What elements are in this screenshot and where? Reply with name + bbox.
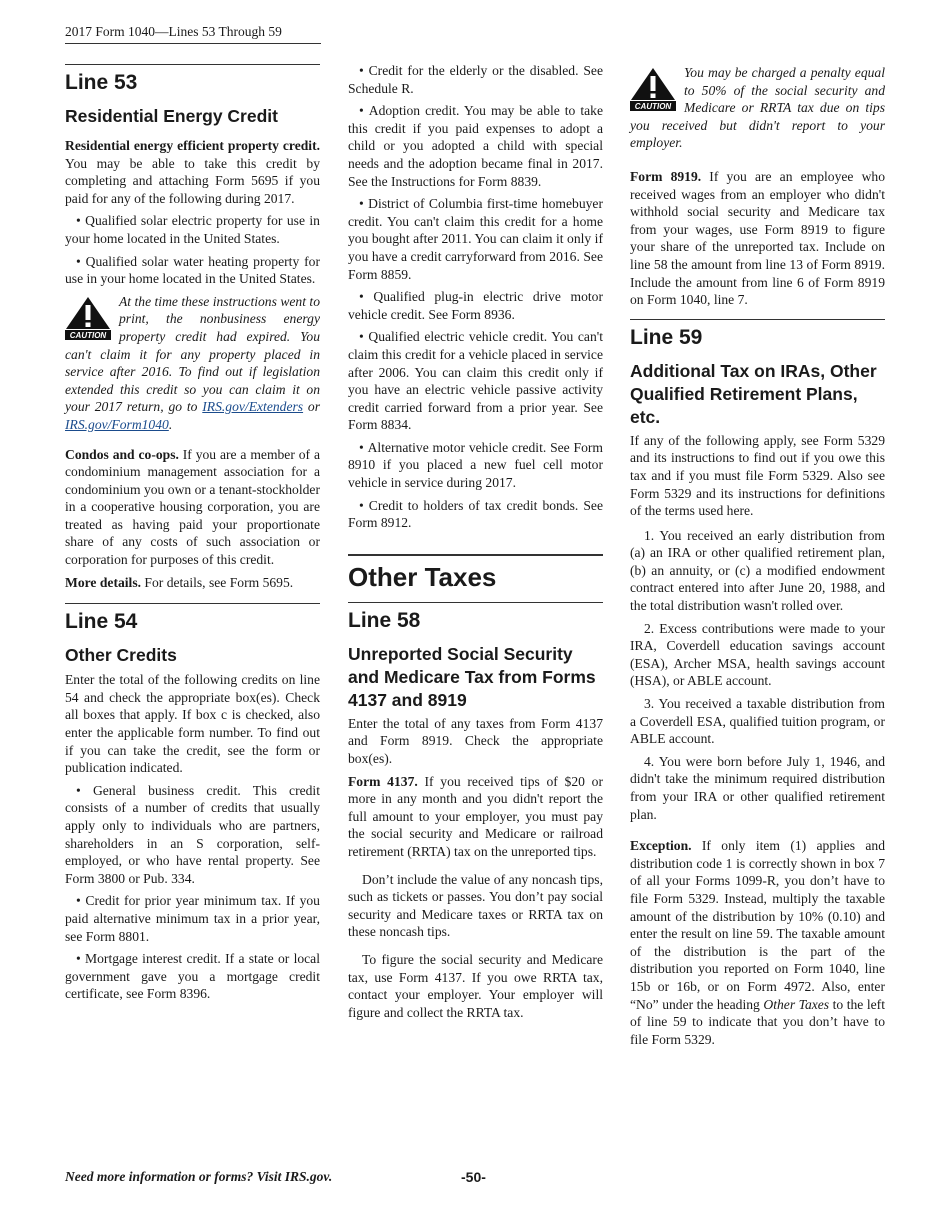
- line54-bullet: • General business credit. This credit consists of a number of credits that usually apply only to individuals who are partners, shareholders in an S corporation, self-employed, or who have rental property. See Form 3800 or Pub. 334.: [65, 782, 320, 888]
- noncash-paragraph: Don’t include the value of any noncash tips, such as tickets or passes. You don’t pay social security and Medicare taxes or RRTA tax on these noncash tips.: [348, 871, 603, 940]
- line53-bullet: • Qualified solar electric property for use in your home located in the United States.: [65, 212, 320, 247]
- page-number: -50-: [461, 1169, 486, 1185]
- more-details-paragraph: More details. For details, see Form 5695.: [65, 574, 294, 590]
- exception-paragraph: Exception. If only item (1) applies and distribution code 1 is correctly shown in box 7 of all your Forms 1099-R, you don’t have to file Form 5329. Instead, multiply the taxable amount of the distribution by 10% (0.10) and enter the result on line 59. The taxable amount of the distribution is the part of the distribution you reported on Form 1040, line 15b or 16b, or on Form 4972. Also, enter “No” under the heading Other Taxes to the left of line 59 to indicate that you don’t have to file Form 5329.: [630, 838, 885, 1047]
- line54-bullet: • Mortgage interest credit. If a state or local government gave you a mortgage credit certificate, see Form 8396.: [65, 950, 320, 1003]
- line53-intro: Residential energy efficient property credit. You may be able to take this credit by completing and attaching Form 5695 if you paid for any of the following during 2017.: [65, 138, 320, 206]
- line59-item: 4. You were born before July 1, 1946, and didn't take the minimum required distribution from your IRA or other qualified retirement plan.: [630, 753, 885, 822]
- column-2: [348, 62, 603, 1026]
- caution-icon: [65, 296, 111, 340]
- column-1: [65, 64, 320, 1008]
- irs-extenders-link[interactable]: IRS.gov/Extenders: [202, 399, 304, 415]
- page-header: 2017 Form 1040—Lines 53 Through 59: [65, 24, 321, 44]
- line54-intro: Enter the total of the following credits on line 54 and check the appropriate box(es). Check all boxes that apply. If box c is checked, also enter the applicable form number. To find out if you can take the credit, see the form or publication indicated.: [65, 672, 320, 776]
- line54-subheading: Other Credits: [65, 645, 177, 666]
- line54-bullet: • Credit for prior year minimum tax. If you paid alternative minimum tax in a prior year, see Form 8801.: [65, 892, 320, 945]
- condos-paragraph: Condos and co-ops. If you are a member of a condominium management association for a condominium you own or a tenant-stockholder in a cooperative housing corporation, you are treated as having paid your proportionate share of any costs of such association or corporation for purposes of this credit.: [65, 446, 320, 568]
- line58-intro: Enter the total of any taxes from Form 4137 and Form 8919. Check the appropriate box(es).: [348, 715, 603, 767]
- credit-bullet: • District of Columbia first-time homebuyer credit. You can't claim this credit for a home you bought after 2011. You can claim it only if you have a credit carryforward from 2016. See Form 8859.: [348, 195, 603, 283]
- line58-subheading: Unreported Social Security and Medicare Tax from Forms 4137 and 8919: [348, 643, 596, 710]
- credit-bullet: • Qualified electric vehicle credit. You can't claim this credit for a vehicle placed in service after 2006. You can claim this credit only if you have an electric vehicle passive activity credit carried forward from a prior year. See Form 8834.: [348, 328, 603, 434]
- column-3: [630, 64, 885, 1053]
- credit-bullet: • Alternative motor vehicle credit. See Form 8910 if you placed a new fuel cell motor vehicle in service during 2017.: [348, 439, 603, 492]
- line59-subheading: Additional Tax on IRAs, Other Qualified Retirement Plans, etc.: [630, 360, 877, 427]
- line59-item: 2. Excess contributions were made to your IRA, Coverdell education savings account (ESA), Archer MSA, health savings account (HSA), or ABLE account.: [630, 620, 885, 689]
- caution-label: CAUTION: [634, 102, 672, 111]
- credit-bullet: • Qualified plug-in electric drive motor vehicle credit. See Form 8936.: [348, 288, 603, 323]
- line59-item: 3. You received a taxable distribution from a Coverdell ESA, qualified tuition program, or ABLE account.: [630, 696, 885, 747]
- credit-bullet: • Credit for the elderly or the disabled. See Schedule R.: [348, 62, 603, 97]
- footer-tagline: Need more information or forms? Visit IRS.gov.: [65, 1169, 333, 1184]
- line59-intro: If any of the following apply, see Form 5329 and its instructions to find out if you owe this tax and if you must file Form 5329. Also see Form 5329 and its instructions for definitions of the terms used here.: [630, 432, 885, 519]
- line54-heading: Line 54: [65, 610, 138, 634]
- form4137-paragraph: Form 4137. If you received tips of $20 or more in any month and you didn't report the full amount to your employer, you must pay the social security and Medicare or railroad retirement (RRTA) tax on the unreported tips.: [348, 773, 603, 859]
- irs-form1040-link[interactable]: IRS.gov/Form1040: [65, 416, 169, 432]
- caution-label: CAUTION: [69, 330, 107, 340]
- credit-bullet: • Credit to holders of tax credit bonds. See Form 8912.: [348, 497, 603, 532]
- caution-note: CAUTION At the time these instructions went to print, the nonbusiness energy property credit had expired. You can't claim it for any property placed in service after 2016. To find out if legislation extended this credit so you can claim it on your 2017 return, go to IRS.gov/Extenders or IRS.gov/Form1040.: [65, 293, 320, 432]
- line59-item: 1. You received an early distribution from (a) an IRA or other qualified retirement plan, (b) an annuity, or (c) a modified endowment contract entered into after June 20, 1988, and the total distribution wasn't rolled over.: [630, 527, 885, 614]
- line59-heading: Line 59: [630, 325, 703, 349]
- line53-subheading: Residential Energy Credit: [65, 106, 278, 126]
- credit-bullet: • Adoption credit. You may be able to take this credit if you paid expenses to adopt a child or you adopted a child with special needs and the adoption became final in 2017. See the Instructions for Form 8839.: [348, 102, 603, 190]
- caution-note: CAUTION You may be charged a penalty equal to 50% of the social security and Medicare or RRTA tax due on tips you received but didn't report to your employer.: [630, 65, 885, 151]
- line53-bullet: • Qualified solar water heating property for use in your home located in the United States.: [65, 253, 320, 288]
- section-title: Other Taxes: [348, 561, 497, 592]
- line58-heading: Line 58: [348, 608, 421, 632]
- figure-tax-paragraph: To figure the social security and Medicare tax, use Form 4137. If you owe RRTA tax, contact your employer. Your employer will figure and collect the RRTA tax.: [348, 951, 603, 1020]
- caution-icon: [630, 67, 676, 111]
- form8919-paragraph: Form 8919. If you are an employee who received wages from an employer who didn't withhold social security and Medicare tax from your wages, use Form 8919 to figure your share of the unreported tax. Include on line 58 the amount from line 13 of Form 8919. Include the amount from line 6 of Form 8919 on Form 1040, line 7.: [630, 168, 885, 308]
- line53-heading: Line 53: [65, 71, 138, 94]
